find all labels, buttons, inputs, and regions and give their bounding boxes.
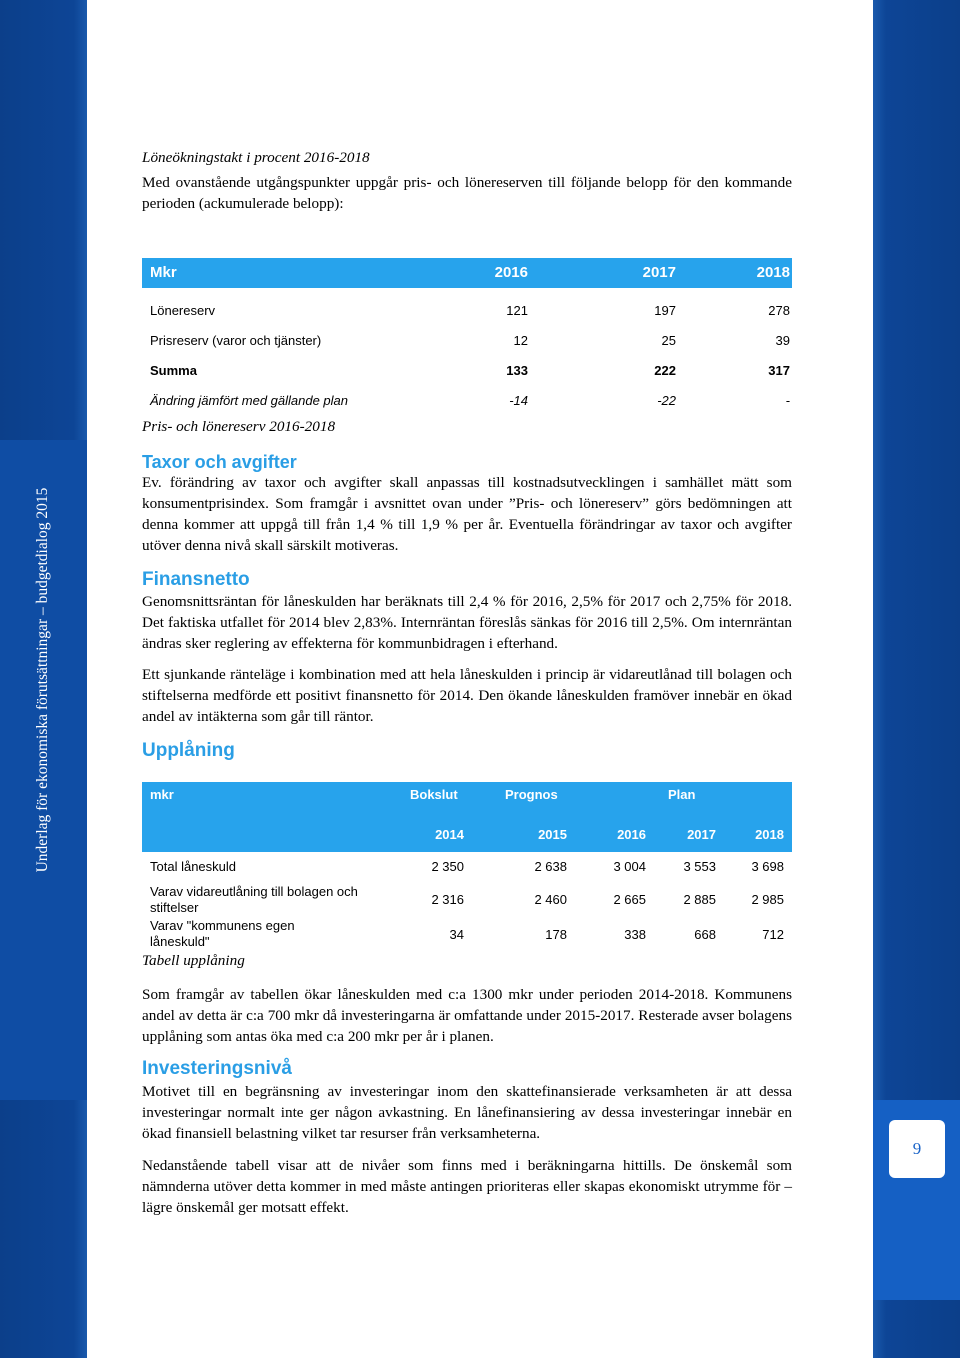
row-value: 39 <box>775 333 790 348</box>
page-number-badge <box>889 1120 945 1178</box>
upplaning-year-2018: 2018 <box>755 827 784 842</box>
row-value: 178 <box>545 927 567 942</box>
row-value: 133 <box>506 363 528 378</box>
upplaning-year-2017: 2017 <box>687 827 716 842</box>
row-value: 317 <box>768 363 790 378</box>
heading-investeringsniva: Investeringsnivå <box>142 1058 292 1079</box>
reserve-header-2017: 2017 <box>642 264 676 281</box>
row-value: 2 638 <box>534 859 567 874</box>
finansnetto-paragraph-2: Ett sjunkande ränteläge i kombination med att hela låneskulden i princip är vidareutlånad till bolagen och stiftelserna medförde ett positivt finansnetto för 2014. Den ökande låneskulden framöver innebär en ökad andel av intäkterna som går till räntor. <box>142 666 792 725</box>
table-row-summa <box>142 356 792 386</box>
upplaning-header-bokslut: Bokslut <box>410 787 458 802</box>
row-value: 2 985 <box>751 892 784 907</box>
reserve-header-2016: 2016 <box>494 264 528 281</box>
row-value: 121 <box>506 303 528 318</box>
sidebar-document-title: Underlag för ekonomiska förutsättningar – budgetdialog 2015 <box>34 487 51 873</box>
row-label: Varav "kommunens egen låneskuld" <box>150 918 295 949</box>
row-value: 197 <box>654 303 676 318</box>
upplaning-table <box>142 782 792 956</box>
row-value: 3 004 <box>613 859 646 874</box>
row-label: Ändring jämfört med gällande plan <box>150 393 349 408</box>
table-row <box>142 852 792 880</box>
row-value: 12 <box>513 333 528 348</box>
upplaning-paragraph: Som framgår av tabellen ökar låneskulden med c:a 1300 mkr under perioden 2014-2018. Kommunens andel av detta är c:a 700 mkr då investeringarna är omfattande under 2015-2017. Resterade avser bolagens upplåning som antas öka med c:a 200 mkr per år i planen. <box>142 986 792 1045</box>
table-row <box>142 296 792 326</box>
upplaning-year-2015: 2015 <box>538 827 567 842</box>
reserve-table-header <box>142 258 792 288</box>
row-value: 338 <box>624 927 646 942</box>
table-row <box>142 386 792 416</box>
investering-paragraph-2: Nedanstående tabell visar att de nivåer som finns med i beräkningarna hittills. De önskemål som nämnderna utöver detta kommer in med måste antingen prioriteras eller skapas ekonomiskt utrymme för – lägre önskemål ger motsatt effekt. <box>142 1157 792 1216</box>
row-value: 668 <box>694 927 716 942</box>
row-value: - <box>785 393 790 408</box>
upplaning-header-prognos: Prognos <box>505 787 558 802</box>
row-label: Total låneskuld <box>150 859 236 874</box>
heading-taxor: Taxor och avgifter <box>142 452 297 472</box>
reserve-table-caption: Pris- och lönereserv 2016-2018 <box>142 418 336 435</box>
row-value: 2 460 <box>534 892 567 907</box>
row-value: -22 <box>657 393 676 408</box>
row-label: Varav vidareutlåning till bolagen och stiftelser <box>150 884 358 915</box>
upplaning-header-plan: Plan <box>668 787 696 802</box>
row-value: 222 <box>654 363 676 378</box>
row-label: Summa <box>150 363 197 378</box>
row-value: 712 <box>762 927 784 942</box>
row-value: 3 553 <box>683 859 716 874</box>
row-label: Lönereserv <box>150 303 216 318</box>
reserve-header-label: Mkr <box>150 264 177 281</box>
row-value: 34 <box>449 927 464 942</box>
row-value: -14 <box>509 393 528 408</box>
table-row <box>142 884 792 920</box>
upplaning-table-caption: Tabell upplåning <box>142 952 245 969</box>
row-value: 25 <box>661 333 676 348</box>
row-value: 2 316 <box>431 892 464 907</box>
table-row <box>142 326 792 356</box>
taxor-paragraph: Ev. förändring av taxor och avgifter skall anpassas till kostnadsutvecklingen i samhället mätt som konsumentprisindex. Som framgår i avsnittet ovan under ”Pris- och lönereserv” görs bedömningen att denna kommer att uppgå till från 1,4 % till 1,9 % per år. Eventuella förändringar av taxor och avgifter utöver denna nivå skall särskilt motiveras. <box>142 474 792 554</box>
row-value: 3 698 <box>751 859 784 874</box>
row-value: 278 <box>768 303 790 318</box>
heading-finansnetto: Finansnetto <box>142 569 250 590</box>
intro-paragraph: Med ovanstående utgångspunkter uppgår pris- och lönereserven till följande belopp för den kommande perioden (ackumulerade belopp): <box>142 174 792 212</box>
intro-caption: Löneökningstakt i procent 2016-2018 <box>142 149 370 166</box>
upplaning-header-mkr: mkr <box>150 787 174 802</box>
row-value: 2 665 <box>613 892 646 907</box>
finansnetto-paragraph-1: Genomsnittsräntan för låneskulden har beräknats till 2,4 % för 2016, 2,5% för 2017 och 2,75% för 2018. Det faktiska utfallet för 2014 blev 2,83%. Internräntan föreslås sänkas för 2016 till 2,5%. Om internräntan ändras sker reglering av effekterna för kommunbidragen i efterhand. <box>142 593 792 652</box>
row-value: 2 350 <box>431 859 464 874</box>
upplaning-table-header <box>142 782 792 852</box>
reserve-table <box>142 258 792 416</box>
upplaning-year-2014: 2014 <box>435 827 464 842</box>
row-label: Prisreserv (varor och tjänster) <box>150 333 322 348</box>
row-value: 2 885 <box>683 892 716 907</box>
heading-upplaning: Upplåning <box>142 740 235 761</box>
upplaning-year-2016: 2016 <box>617 827 646 842</box>
investering-paragraph-1: Motivet till en begränsning av investeringar inom den skattefinansierade verksamheten är att dessa investeringar normalt inte ger någon avkastning. En lånefinansiering av dessa investeringar innebär en ökad finansiell belastning vilket tar resurser från verksamheterna. <box>142 1083 792 1142</box>
reserve-header-2018: 2018 <box>756 264 790 281</box>
page-number: 9 <box>912 1139 922 1158</box>
